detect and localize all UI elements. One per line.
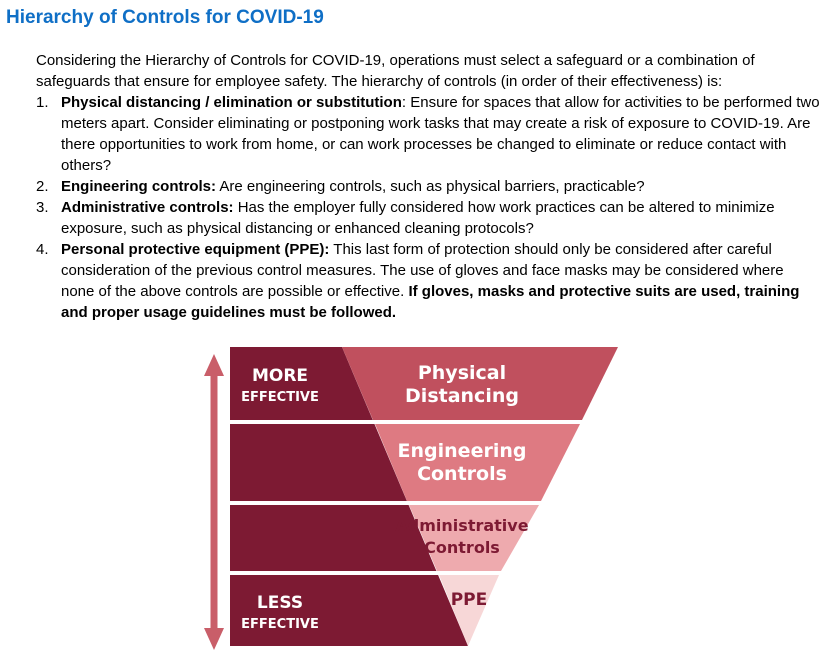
list-item-heading: Administrative controls:	[61, 199, 234, 216]
list-item-emphasis: If gloves, masks and protective suits are used, training and proper usage guidelines must be followed.	[61, 283, 800, 321]
intro-paragraph: Considering the Hierarchy of Controls for COVID-19, operations must select a safeguard or a combination of safeguards that ensure for employee safety. The hierarchy of controls (in order of their effectiveness) is:	[36, 52, 755, 90]
more-effective-label: EFFECTIVE	[241, 390, 319, 405]
tier2-label-line1: Engineering	[397, 440, 527, 462]
list-item-heading: Engineering controls:	[61, 178, 217, 195]
list-number: 1.	[36, 94, 49, 111]
list-item-text: : Ensure for spaces that allow for activities to be performed two meters apart. Consider eliminating or postponing work tasks that may create a risk of exposure to COVID-19. Are there opportunities to work from home, or can work processes be changed to eliminate or reduce contact with others?	[61, 94, 820, 174]
effectiveness-arrow	[204, 354, 224, 650]
list-item	[36, 176, 821, 197]
tier3-label-line1: Administrative	[395, 516, 529, 535]
less-label: LESS	[256, 593, 304, 613]
tier2-label-line2: Controls	[417, 463, 507, 485]
list-item	[36, 239, 821, 323]
tier1-label-line2: Distancing	[405, 385, 519, 407]
list-number: 3.	[36, 199, 49, 216]
list-number: 4.	[36, 241, 49, 258]
controls-list	[36, 92, 821, 323]
list-item-text: Are engineering controls, such as physical barriers, practicable?	[216, 178, 645, 195]
tier3-label-line2: Controls	[424, 538, 500, 557]
list-item-text: This last form of protection should only be considered after careful consideration of the previous control measures. The use of gloves and face masks may be considered where none of the above controls are possible or effective.	[61, 241, 784, 300]
list-item-text: Has the employer fully considered how work practices can be altered to minimize exposure, such as physical distancing or enhanced cleaning protocols?	[61, 199, 775, 237]
list-item	[36, 197, 821, 239]
list-number: 2.	[36, 178, 49, 195]
tier4-label: PPE	[450, 590, 488, 610]
list-item	[36, 92, 821, 176]
page-title: Hierarchy of Controls for COVID-19	[6, 7, 324, 28]
list-item-heading: Personal protective equipment (PPE):	[61, 241, 330, 258]
less-effective-label: EFFECTIVE	[241, 617, 319, 632]
more-label: MORE	[251, 366, 309, 386]
list-item-heading: Physical distancing / elimination or substitution	[61, 94, 402, 111]
tier1-label-line1: Physical	[417, 362, 507, 384]
hierarchy-diagram	[200, 344, 630, 654]
